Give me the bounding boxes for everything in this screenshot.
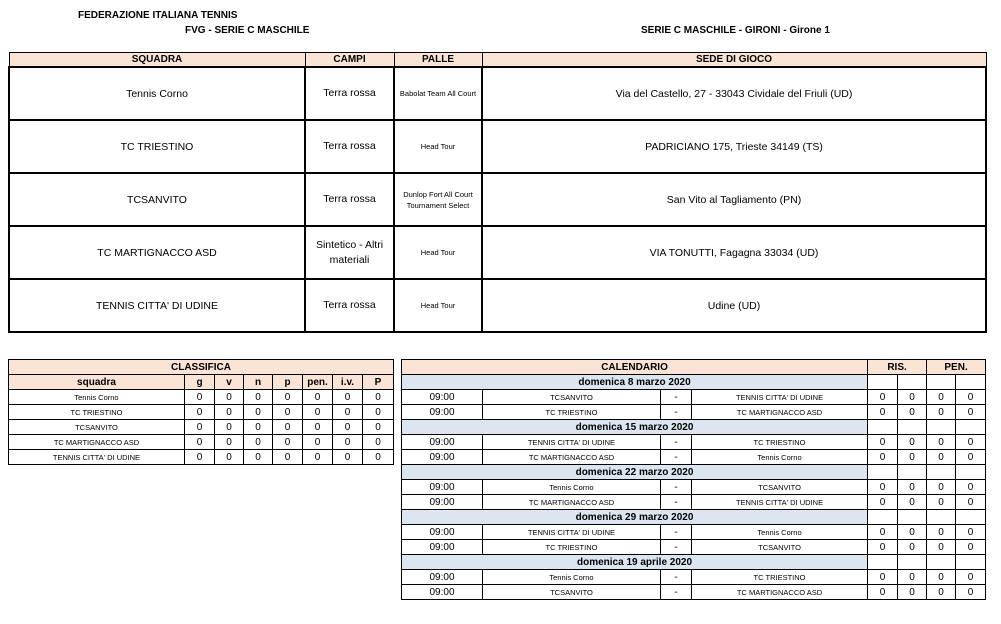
match-row (402, 405, 986, 420)
match-result-away: 0 (898, 435, 927, 450)
standings-value: 0 (363, 390, 394, 405)
match-time: 09:00 (402, 570, 483, 585)
header-palle: PALLE (394, 53, 482, 68)
match-penalty-away: 0 (956, 495, 986, 510)
empty-cell (868, 465, 898, 480)
empty-cell (868, 555, 898, 570)
matchday-row (402, 555, 986, 570)
standings-row (9, 420, 394, 435)
col-p: p (273, 375, 303, 390)
match-penalty-away: 0 (956, 525, 986, 540)
match-time: 09:00 (402, 525, 483, 540)
standings-value: 0 (363, 420, 394, 435)
team-balls: Babolat Team All Court (394, 67, 482, 120)
empty-cell (927, 375, 956, 390)
match-away-team: TCSANVITO (692, 480, 868, 495)
empty-cell (898, 555, 927, 570)
match-row (402, 570, 986, 585)
match-penalty-away: 0 (956, 390, 986, 405)
match-away-team: Tennis Corno (692, 525, 868, 540)
empty-cell (868, 375, 898, 390)
col-squadra: squadra (9, 375, 185, 390)
empty-cell (956, 420, 986, 435)
team-balls: Head Tour (394, 226, 482, 279)
match-penalty-home: 0 (927, 390, 956, 405)
matchday-date: domenica 8 marzo 2020 (402, 375, 868, 390)
standings-row (9, 405, 394, 420)
standings-value: 0 (333, 450, 363, 465)
match-separator: - (661, 405, 692, 420)
match-result-home: 0 (868, 405, 898, 420)
team-courts: Sintetico - Altri materiali (305, 226, 394, 279)
matchday-date: domenica 15 marzo 2020 (402, 420, 868, 435)
match-penalty-home: 0 (927, 450, 956, 465)
match-separator: - (661, 390, 692, 405)
match-separator: - (661, 525, 692, 540)
match-result-away: 0 (898, 585, 927, 600)
standings-value: 0 (244, 420, 273, 435)
matchday-row (402, 420, 986, 435)
team-courts: Terra rossa (305, 173, 394, 226)
empty-cell (956, 465, 986, 480)
match-penalty-away: 0 (956, 540, 986, 555)
match-result-home: 0 (868, 390, 898, 405)
standings-value: 0 (215, 450, 244, 465)
standings-value: 0 (303, 420, 333, 435)
team-venue: San Vito al Tagliamento (PN) (482, 173, 986, 226)
match-result-away: 0 (898, 405, 927, 420)
standings-value: 0 (333, 390, 363, 405)
teams-header-row (9, 53, 986, 68)
match-penalty-away: 0 (956, 405, 986, 420)
empty-cell (956, 510, 986, 525)
standings-value: 0 (363, 405, 394, 420)
match-result-away: 0 (898, 390, 927, 405)
match-result-home: 0 (868, 525, 898, 540)
match-separator: - (661, 435, 692, 450)
match-result-away: 0 (898, 540, 927, 555)
match-time: 09:00 (402, 480, 483, 495)
standings-team: TCSANVITO (9, 420, 185, 435)
standings-value: 0 (303, 435, 333, 450)
team-name: TC TRIESTINO (9, 120, 305, 173)
match-row (402, 435, 986, 450)
standings-value: 0 (244, 405, 273, 420)
matchday-date: domenica 29 marzo 2020 (402, 510, 868, 525)
ris-header: RIS. (868, 360, 927, 375)
match-result-home: 0 (868, 435, 898, 450)
standings-value: 0 (273, 450, 303, 465)
match-penalty-away: 0 (956, 570, 986, 585)
standings-row (9, 450, 394, 465)
match-away-team: TC TRIESTINO (692, 570, 868, 585)
match-away-team: TENNIS CITTA' DI UDINE (692, 495, 868, 510)
standings-value: 0 (185, 405, 215, 420)
match-home-team: TC MARTIGNACCO ASD (483, 450, 661, 465)
calendar-title: CALENDARIO (402, 360, 868, 375)
match-result-home: 0 (868, 540, 898, 555)
match-home-team: Tennis Corno (483, 570, 661, 585)
match-penalty-home: 0 (927, 570, 956, 585)
match-result-away: 0 (898, 495, 927, 510)
empty-cell (927, 510, 956, 525)
standings-row (9, 435, 394, 450)
team-venue: Udine (UD) (482, 279, 986, 332)
match-home-team: TCSANVITO (483, 585, 661, 600)
match-penalty-away: 0 (956, 585, 986, 600)
match-away-team: TENNIS CITTA' DI UDINE (692, 390, 868, 405)
match-time: 09:00 (402, 585, 483, 600)
match-penalty-away: 0 (956, 450, 986, 465)
standings-row (9, 390, 394, 405)
standings-team: TC TRIESTINO (9, 405, 185, 420)
match-row (402, 390, 986, 405)
match-row (402, 495, 986, 510)
match-separator: - (661, 540, 692, 555)
match-separator: - (661, 480, 692, 495)
match-penalty-away: 0 (956, 480, 986, 495)
match-away-team: TC MARTIGNACCO ASD (692, 405, 868, 420)
standings-header-row (9, 375, 394, 390)
empty-cell (927, 420, 956, 435)
team-row (9, 226, 986, 279)
empty-cell (868, 420, 898, 435)
match-separator: - (661, 585, 692, 600)
standings-title: CLASSIFICA (9, 360, 394, 375)
empty-cell (956, 555, 986, 570)
match-row (402, 450, 986, 465)
standings-value: 0 (244, 450, 273, 465)
match-separator: - (661, 495, 692, 510)
empty-cell (927, 465, 956, 480)
calendar-table (401, 359, 986, 600)
series-subtitle: FVG - SERIE C MASCHILE (185, 25, 310, 36)
match-home-team: TC MARTIGNACCO ASD (483, 495, 661, 510)
match-home-team: TENNIS CITTA' DI UDINE (483, 525, 661, 540)
team-row (9, 120, 986, 173)
match-penalty-home: 0 (927, 480, 956, 495)
header-campi: CAMPI (305, 53, 394, 68)
matchday-row (402, 510, 986, 525)
standings-title-row (9, 360, 394, 375)
team-name: TCSANVITO (9, 173, 305, 226)
match-home-team: TENNIS CITTA' DI UDINE (483, 435, 661, 450)
standings-value: 0 (303, 450, 333, 465)
col-pen: pen. (303, 375, 333, 390)
match-home-team: TC TRIESTINO (483, 405, 661, 420)
standings-value: 0 (363, 450, 394, 465)
match-row (402, 525, 986, 540)
match-result-home: 0 (868, 480, 898, 495)
team-venue: PADRICIANO 175, Trieste 34149 (TS) (482, 120, 986, 173)
match-time: 09:00 (402, 540, 483, 555)
empty-cell (898, 375, 927, 390)
standings-team: TENNIS CITTA' DI UDINE (9, 450, 185, 465)
empty-cell (927, 555, 956, 570)
match-penalty-home: 0 (927, 435, 956, 450)
standings-value: 0 (185, 390, 215, 405)
match-row (402, 540, 986, 555)
team-courts: Terra rossa (305, 279, 394, 332)
match-row (402, 585, 986, 600)
match-separator: - (661, 450, 692, 465)
match-time: 09:00 (402, 450, 483, 465)
header-sede: SEDE DI GIOCO (482, 53, 986, 68)
match-penalty-home: 0 (927, 540, 956, 555)
match-away-team: TCSANVITO (692, 540, 868, 555)
calendar-title-row (402, 360, 986, 375)
standings-value: 0 (215, 420, 244, 435)
team-name: TENNIS CITTA' DI UDINE (9, 279, 305, 332)
matchday-date: domenica 22 marzo 2020 (402, 465, 868, 480)
team-balls: Head Tour (394, 120, 482, 173)
pen-header: PEN. (927, 360, 986, 375)
empty-cell (868, 510, 898, 525)
match-time: 09:00 (402, 405, 483, 420)
team-name: Tennis Corno (9, 67, 305, 120)
match-result-away: 0 (898, 525, 927, 540)
header-squadra: SQUADRA (9, 53, 305, 68)
empty-cell (898, 420, 927, 435)
matchday-row (402, 465, 986, 480)
col-n: n (244, 375, 273, 390)
federation-title: FEDERAZIONE ITALIANA TENNIS (78, 10, 238, 21)
match-penalty-home: 0 (927, 585, 956, 600)
standings-value: 0 (333, 435, 363, 450)
col-g: g (185, 375, 215, 390)
team-row (9, 67, 986, 120)
col-points: P (363, 375, 394, 390)
standings-value: 0 (215, 405, 244, 420)
match-result-home: 0 (868, 450, 898, 465)
match-row (402, 480, 986, 495)
team-balls: Head Tour (394, 279, 482, 332)
match-result-away: 0 (898, 480, 927, 495)
teams-table (8, 52, 987, 333)
empty-cell (956, 375, 986, 390)
standings-value: 0 (273, 420, 303, 435)
match-away-team: TC MARTIGNACCO ASD (692, 585, 868, 600)
standings-value: 0 (185, 450, 215, 465)
match-home-team: Tennis Corno (483, 480, 661, 495)
empty-cell (898, 510, 927, 525)
standings-value: 0 (244, 435, 273, 450)
match-penalty-home: 0 (927, 405, 956, 420)
team-venue: VIA TONUTTI, Fagagna 33034 (UD) (482, 226, 986, 279)
match-time: 09:00 (402, 435, 483, 450)
match-home-team: TCSANVITO (483, 390, 661, 405)
team-courts: Terra rossa (305, 67, 394, 120)
match-penalty-home: 0 (927, 525, 956, 540)
match-penalty-away: 0 (956, 435, 986, 450)
team-row (9, 279, 986, 332)
standings-value: 0 (303, 390, 333, 405)
matchday-row (402, 375, 986, 390)
match-result-home: 0 (868, 585, 898, 600)
group-title: SERIE C MASCHILE - GIRONI - Girone 1 (641, 25, 830, 36)
match-penalty-home: 0 (927, 495, 956, 510)
standings-value: 0 (303, 405, 333, 420)
standings-value: 0 (185, 435, 215, 450)
standings-team: TC MARTIGNACCO ASD (9, 435, 185, 450)
match-separator: - (661, 570, 692, 585)
standings-value: 0 (185, 420, 215, 435)
standings-value: 0 (273, 435, 303, 450)
standings-value: 0 (273, 390, 303, 405)
empty-cell (898, 465, 927, 480)
team-courts: Terra rossa (305, 120, 394, 173)
match-away-team: TC TRIESTINO (692, 435, 868, 450)
match-result-away: 0 (898, 450, 927, 465)
match-time: 09:00 (402, 495, 483, 510)
matchday-date: domenica 19 aprile 2020 (402, 555, 868, 570)
standings-value: 0 (273, 405, 303, 420)
standings-value: 0 (215, 435, 244, 450)
match-result-home: 0 (868, 570, 898, 585)
match-home-team: TC TRIESTINO (483, 540, 661, 555)
standings-team: Tennis Corno (9, 390, 185, 405)
match-result-away: 0 (898, 570, 927, 585)
team-balls: Dunlop Fort All Court Tournament Select (394, 173, 482, 226)
match-time: 09:00 (402, 390, 483, 405)
standings-value: 0 (333, 420, 363, 435)
standings-value: 0 (363, 435, 394, 450)
match-result-home: 0 (868, 495, 898, 510)
standings-value: 0 (333, 405, 363, 420)
standings-table (8, 359, 394, 465)
team-row (9, 173, 986, 226)
team-venue: Via del Castello, 27 - 33043 Cividale del Friuli (UD) (482, 67, 986, 120)
standings-value: 0 (244, 390, 273, 405)
col-v: v (215, 375, 244, 390)
col-iv: i.v. (333, 375, 363, 390)
team-name: TC MARTIGNACCO ASD (9, 226, 305, 279)
standings-value: 0 (215, 390, 244, 405)
match-away-team: Tennis Corno (692, 450, 868, 465)
